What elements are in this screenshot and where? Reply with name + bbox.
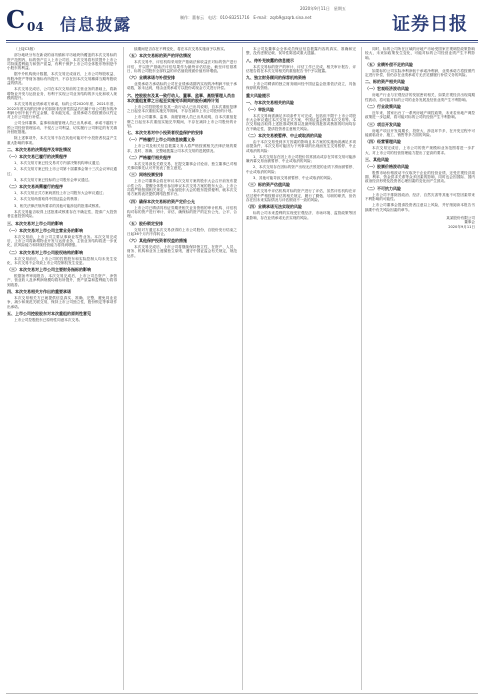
section-heading: 五、上市公司控股股东对本次重组的原则性意见	[7, 310, 91, 316]
paragraph: 本次交易能否取得上述批准或核准存在不确定性，提请广大投资者注意投资风险。	[7, 210, 117, 219]
paragraph: 上市公司董事、监事、高级管理人员已出具说明，自本次重组复牌之日起至本次重组实施完毕期间，不存在减持上市公司股份的计划。	[127, 115, 237, 128]
section-number: 04	[27, 20, 44, 34]
text-column-4	[365, 47, 475, 690]
paragraph: 房地产行业与宏观经济的发展密切相关，如果宏观经济出现周期性波动，将可能对标的公司的业务发展及经营业绩产生不利影响。	[365, 93, 475, 102]
section-heading: 一、与本次交易相关的风险	[246, 99, 294, 105]
paragraph: 标的公司未来盈利的实现受宏观经济、市场环境、监管政策等因素影响，存在业绩承诺无法实现的风险。	[246, 211, 356, 220]
paragraph: 2、本次交易方案已经上市公司第十届董事会第十三次会议审议通过；	[7, 167, 117, 176]
section-heading: （二）行业政策风险	[365, 104, 401, 110]
paragraph: 根据备考审阅报告，本次交易完成后，上市公司总资产、净资产、营业收入及净利润规模均将有所提升，资产质量和盈利能力将得到改善。	[7, 274, 117, 287]
section-heading: （五）股份锁定安排	[127, 220, 163, 226]
paragraph: 上市公司控股股东已原则性同意本次交易。	[14, 317, 83, 322]
section-title: 信息披露	[60, 15, 133, 34]
section-heading: 三、其他风险	[365, 156, 389, 162]
paragraph: 上市公司及相关信息披露义务人将严格按照相关法律法规的要求，及时、准确、完整地披露公司本次交易的进展情况。	[127, 144, 237, 153]
paragraph: 1、本次交易正式方案尚需经上市公司股东大会审议通过；	[14, 191, 107, 196]
paragraph: 近年来，国家出台了一系列房地产调控政策，未来若房地产调控政策进一步趋紧，将可能对标的公司的经营产生不利影响。	[365, 111, 475, 120]
section-heading: 六、控股股东及其一致行动人、董事、监事、高级管理人员自本次重组复牌之日起至实施完毕期间的股份减持计划	[127, 92, 235, 103]
section-heading: （三）网络投票安排	[127, 172, 163, 178]
section-heading: 九、独立财务顾问的保荐机构资格	[246, 75, 306, 81]
section-heading: （一）本次交易对上市公司主营业务的影响	[7, 227, 83, 233]
header-rule	[6, 40, 478, 41]
section-heading: （三）标的资产估值风险	[246, 182, 290, 188]
signature-block: 某某股份有限公司 董事会 2020年9月11日	[446, 215, 475, 229]
paragraph: 如果标的公司实际净利润低于承诺净利润，业绩承诺方将按照约定进行补偿，但仍存在业绩承诺方无法足额履行补偿义务的风险。	[365, 68, 475, 78]
section-heading: （四）业绩承诺无法实现的风险	[246, 204, 302, 210]
paragraph: 本次交易中，评估机构采用资产基础法和收益法对标的资产进行评估，并以资产基础法评估结果作为最终评估结论。截至评估基准日，标的公司股东全部权益的评估值较账面价值有所增值。	[127, 60, 237, 73]
paragraph: 本次交易中评估机构对标的资产进行了评估，虽然评估机构在评估过程中严格按照评估的相关规定，履行了勤勉、尽职的职责，但仍存在因未来实际情况与评估假设不一致的风险。	[246, 189, 356, 202]
paragraph: 本次交易相关方已就提供信息真实、准确、完整，避免同业竞争，减少和规范关联交易，保持上市公司独立性，股份锁定等事项作出承诺。	[7, 295, 117, 309]
section-heading: （一）审批风险	[246, 106, 274, 112]
page-masthead	[0, 0, 484, 44]
paragraph: 本次交易的业绩承诺方承诺，标的公司2020年度、2021年度、2022年度实现的经审计的扣除非经常性损益后归属于母公司股东的净利润分别不低于约定金额，若未能完成，业绩承诺方将按照协议约定对上市公司进行补偿。	[7, 102, 117, 120]
section-heading: （五）业绩补偿不足的风险	[365, 61, 413, 67]
section-code: C	[6, 5, 26, 34]
paragraph: 公司全体董事、监事和高级管理人员已出具承诺，承诺不越权干预公司经营管理活动，不侵占公司利益，切实履行公司制定的有关填补回报措施。	[7, 121, 117, 135]
text-column-1	[7, 47, 117, 690]
section-heading: （四）确保本次交易标的资产定价公允	[127, 198, 195, 204]
paragraph: 本次交易标的资产的审计、评估工作已完成，相关审计报告、评估报告将在本次交易相关的重组报告书中予以披露。	[246, 64, 356, 73]
paragraph: 2、本次交易存在因标的资产出现无法预见的业绩下滑而被暂停、中止或取消的风险；	[246, 165, 356, 174]
text-column-3	[246, 47, 356, 690]
paragraph: 上市公司董事会提请投资者注意以上风险，并仔细阅读本报告书摘要中有关风险因素的章节。	[365, 203, 475, 212]
paragraph: 上市公司董事会将在审议本次交易方案的股东大会召开前发布提示性公告，提醒全体股东参加审议本次交易方案的股东大会。上市公司将严格按照相关规定，为参加股东大会的股东提供便利，就本次交易方案的表决提供网络投票平台。	[127, 179, 237, 197]
paragraph: 业绩承诺方承诺标的公司在业绩承诺期内实现的净利润不低于承诺数，如未达到，则由业绩承诺方以股份或现金方式进行补偿。	[127, 82, 237, 91]
paragraph: 3、本次交易方案已经标的公司股东会审议通过。	[14, 177, 92, 182]
paragraph: 同时，标的公司所在区域的房地产市场受国家宏观调控政策影响较大，未来如政策发生变化，可能对标的公司经营业绩产生不利影响。	[365, 47, 475, 60]
paragraph: 本次交易完成后，上市公司将继续保持独立性，在资产、人员、财务、机构和业务上遵循独立原则，遵守中国证监会有关规定，规范运作。	[127, 245, 237, 258]
paragraph: 上市公司已聘请具有证券期货相关业务资格的审计机构、评估机构对标的资产进行审计、评估，确保标的资产的定价公允、公平、合理。	[127, 205, 237, 219]
paragraph: 本次交易前，上市公司主要从事商业零售业务。本次交易完成后，上市公司将新增物业开发与运营业务，主营业务结构将进一步优化，抗风险能力和持续经营能力将得到增强。	[7, 234, 117, 248]
section-heading: （一）严格履行上市公司信息披露义务	[127, 137, 195, 143]
paragraph: 本次交易前后，上市公司的控股股东和实际控制人均未发生变化，本次交易不会导致上市公司控制权发生变更。	[7, 256, 117, 265]
section-heading: （二）本次交易尚需履行的程序	[7, 184, 63, 190]
section-heading: （一）股票价格波动风险	[365, 163, 409, 169]
section-heading: （五）本次交易标的资产的评估情况	[127, 53, 191, 59]
paragraph: 本次交易尚需满足多项条件方可完成，包括但不限于上市公司股东大会审议通过本次交易正式方案、中国证监会核准本次交易等。本次交易能否取得上述批准或核准以及最终取得批准或核准的时间均存在不确定性，提请投资者注意相关风险。	[246, 113, 356, 131]
paragraph: 上市公司控股股东及其一致行动人已出具说明，自本次重组复牌之日起至本次重组实施完毕期间，不存在减持上市公司股份的计划。	[127, 104, 237, 114]
section-heading: 四、本次交易相关方作出的重要承诺	[7, 288, 71, 294]
paragraph: 除上述事项外，本次交易不存在其他可能对中小投资者权益产生重大影响的事项。	[7, 136, 117, 145]
paragraph: 据中介机构统计数据，本次交易完成前后，上市公司每股收益、每股净资产等财务指标有所提升，不存在因本次交易摊薄当期每股收益的情况。	[7, 72, 117, 86]
paragraph: 交易对方通过本次交易获得的上市公司股份，自股份发行结束之日起36个月内不得转让。	[127, 227, 237, 236]
section-heading: （六）其他保护投资者权益的措施	[127, 238, 187, 244]
paragraph: 续期间是否存在不利变化，将在本次交易实施前予以核实。	[134, 47, 228, 51]
section-heading: 八、待补充披露的信息提示	[246, 57, 294, 63]
section-heading: （二）不可抗力风险	[365, 185, 401, 191]
paragraph: 3、相关法律法规所要求的其他可能涉及的批准或核准。	[14, 203, 103, 208]
section-heading: 重大风险提示	[246, 92, 270, 98]
paragraph: 本次交易完成后，公司在本次交易前的主营业务的基础上，将新增物业开发与运营业务，有利于实现公司业务结构的多元化和收入规模的提升。	[7, 87, 117, 100]
section-heading: （四）经营管理风险	[365, 139, 401, 145]
paragraph: 房地产项目开发周期长、投资大，涉及环节多，在开发过程中可能面临设计、施工、销售等多方面的风险。	[365, 128, 475, 137]
paragraph: 本公司及董事会全体成员保证信息披露内容的真实、准确和完整，没有虚假记载、误导性陈述或重大遗漏。	[246, 47, 356, 56]
section-heading: （六）业绩承诺与补偿安排	[127, 75, 175, 81]
paragraph: 3、其他可能导致交易被暂停、中止或取消的风险。	[253, 176, 335, 181]
issue-date: 2020年9月11日 星期五	[300, 6, 346, 11]
paragraph: 上市公司聘请的独立财务顾问经中国证监会批准依法设立，具备保荐机构资格。	[246, 82, 356, 91]
section-heading: 七、本次交易对中小投资者权益保护的安排	[127, 130, 203, 136]
editor-contact: 制作：董春云 电话：010-83251716 E-mail：zqrb9@zqrb.sina.net	[180, 15, 312, 20]
section-heading: （一）宏观经济波动风险	[365, 86, 409, 92]
section-heading: （三）本次交易对上市公司主要财务指标的影响	[7, 267, 91, 273]
section-heading: （二）严格履行相关程序	[127, 154, 171, 160]
newspaper-logo: 证券日报	[392, 14, 468, 35]
paragraph: 由于本次交易受到多方因素的影响且本方案的实施尚须满足多项前提条件，本次交易可能因为下列事项的出现而发生交易暂停、中止或取消的风险：	[246, 139, 356, 153]
paragraph: 2、本次交易尚需取得中国证监会的核准；	[14, 197, 81, 202]
header-rule-thin	[6, 42, 478, 43]
section-heading: （一）本次交易已履行的决策程序	[7, 153, 67, 159]
section-heading: （三）项目开发风险	[365, 121, 401, 127]
article-body	[7, 47, 477, 690]
section-heading: （二）本次交易对上市公司股权结构的影响	[7, 249, 83, 255]
paragraph: 本次交易完成后，上市公司的资产规模和业务范围将进一步扩大，对上市公司的经营管理能力提出了更高的要求。	[365, 146, 475, 155]
paragraph: 上市公司不排除因政治、经济、自然灾害等其他不可控因素带来不利影响的可能性。	[365, 192, 475, 202]
section-heading: 二、标的资产相关风险	[365, 79, 405, 85]
section-heading: 三、本次交易对上市公司的影响	[7, 220, 63, 226]
section-heading: （二）本次交易被暂停、中止或取消的风险	[246, 132, 322, 138]
paragraph: 本次交易涉及关联交易，在提交董事会讨论前，独立董事已对相关事项事先认可并发表了独立意见。	[127, 161, 237, 171]
section-heading: 二、本次交易的决策程序及审批情况	[7, 146, 71, 152]
paragraph: 部分地块分布在新设的前坊镇和平坊地块所覆盖的本次交易标的资产范围内，标的资产注入上市公司后，本次交易将有效提升上市公司持续盈利能力和资产质量，有利于保护上市公司全体股东特别是中小股东的利益。	[7, 53, 117, 71]
paragraph: 1、本次交易存在因上市公司股价异常波动或存在异常交易可能涉嫌内幕交易而被暂停、中止或取消的风险；	[246, 154, 356, 164]
paragraph: 1、本次交易方案已经交易对方内部决策机构审议通过；	[14, 160, 103, 165]
footer-rule	[6, 693, 478, 694]
text-column-2	[127, 47, 237, 690]
paragraph: （上接C3版）	[14, 47, 37, 51]
paragraph: 股票市场价格波动不仅取决于企业的经营业绩，还受宏观经济周期、利率、资金供求关系等众多因素的影响，同时也会因国际、国内政治经济形势及投资者心理因素的变化而产生波动。	[365, 170, 475, 184]
